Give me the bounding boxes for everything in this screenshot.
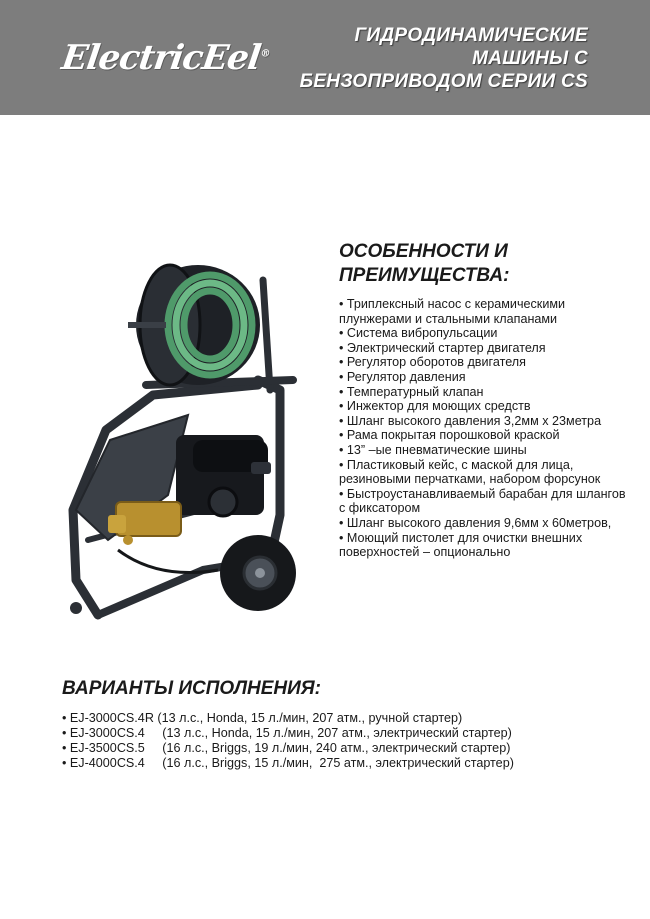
feature-item: • Регулятор давления	[339, 369, 466, 384]
feature-item: • Пластиковый кейс, с маской для лица, резиновыми перчатками, набором форсунок	[339, 457, 601, 487]
features-list	[339, 297, 629, 560]
pump-manifold	[108, 515, 126, 533]
variants-list	[62, 711, 622, 771]
feature-item: • Температурный клапан	[339, 384, 484, 399]
feature-item: • Регулятор оборотов двигателя	[339, 355, 526, 370]
feature-item: • Инжектор для моющих средств	[339, 399, 531, 414]
title-line: МАШИНЫ С	[472, 48, 588, 69]
engine-cap	[251, 462, 271, 474]
variants-heading: ВАРИАНТЫ ИСПОЛНЕНИЯ:	[62, 678, 321, 699]
feature-item: • Шланг высокого давления 3,2мм х 23метра	[339, 413, 602, 428]
feature-item: • Система вибропульсации	[339, 326, 498, 341]
feature-item: • Моющий пистолет для очистки внешних поверхностей – опционально	[339, 530, 583, 560]
feature-item: • Рама покрытая порошковой краской	[339, 428, 560, 443]
feature-item: • 13” –ые пневматические шины	[339, 442, 527, 457]
logo-registered-mark: ®	[259, 48, 271, 60]
feature-item: • Быстроустанавливаемый барабан для шлангов с фиксатором	[339, 486, 626, 516]
features-heading	[339, 240, 619, 288]
frame-upright	[263, 280, 270, 390]
feature-item: • Электрический стартер двигателя	[339, 340, 546, 355]
features-heading-line: ОСОБЕННОСТИ И	[339, 241, 508, 262]
variant-item: • EJ-4000CS.4 (16 л.с., Briggs, 15 л./мин, 275 атм., электрический стартер)	[62, 756, 514, 770]
feature-item: • Триплексный насос с керамическими плунжерами и стальными клапанами	[339, 297, 566, 326]
variant-item: • EJ-3000CS.4R (13 л.с., Honda, 15 л./мин, 207 атм., ручной стартер)	[62, 711, 463, 725]
front-caster	[70, 602, 82, 614]
title-line: БЕНЗОПРИВОДОМ СЕРИИ CS	[299, 71, 588, 92]
brand-logo	[59, 38, 271, 78]
pump-fitting	[123, 535, 133, 545]
pressure-washer-image	[58, 240, 318, 640]
header-banner	[0, 0, 650, 115]
reel-axle	[128, 322, 166, 328]
title-line: ГИДРОДИНАМИЧЕСКИЕ	[354, 25, 588, 46]
feature-item: • Шланг высокого давления 9,6мм х 60метров,	[339, 515, 612, 530]
variant-item: • EJ-3000CS.4 (13 л.с., Honda, 15 л./мин, 207 атм., электрический стартер)	[62, 726, 512, 740]
features-heading-line: ПРЕИМУЩЕСТВА:	[339, 265, 510, 286]
wheel-hub	[255, 568, 265, 578]
engine-pulley	[209, 488, 237, 516]
variant-item: • EJ-3500CS.5 (16 л.с., Briggs, 19 л./мин, 240 атм., электрический стартер)	[62, 741, 511, 755]
logo-text: ElectricEel	[59, 38, 263, 78]
page-title	[258, 24, 588, 93]
